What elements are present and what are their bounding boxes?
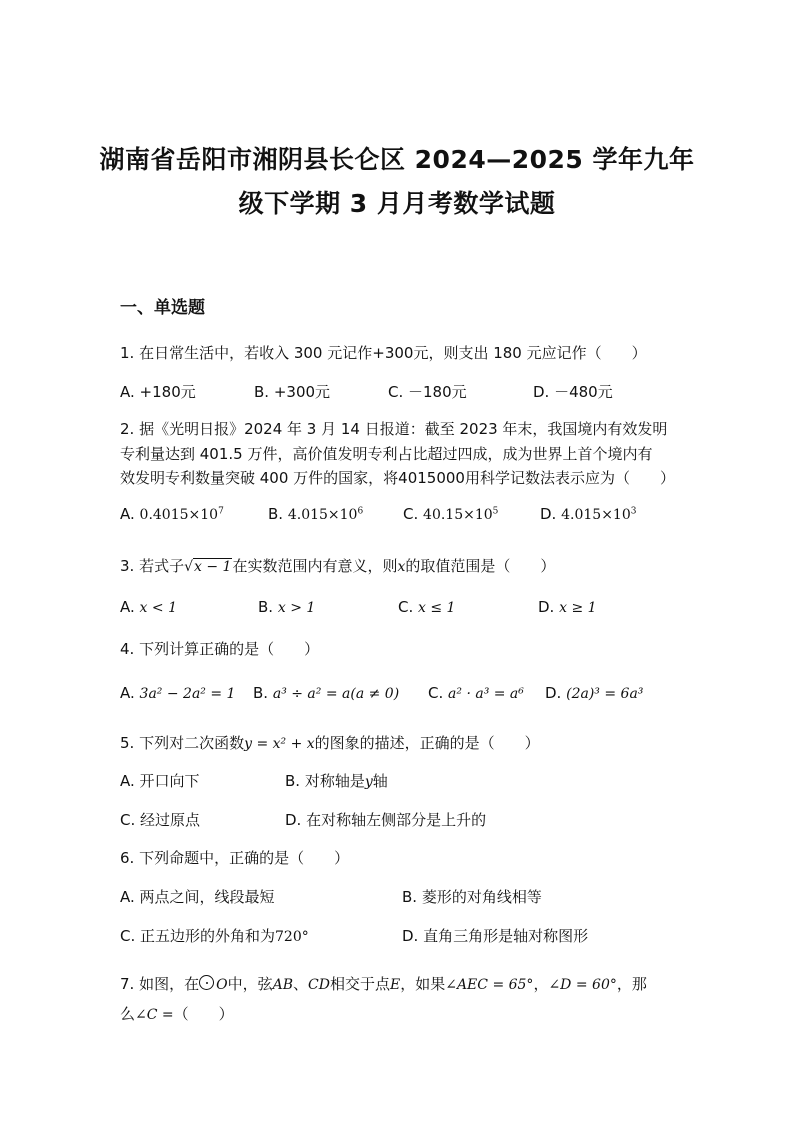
question-7-stem-line-1: 7. 如图，在 O中，弦AB、CD相交于点E，如果∠AEC = 65°，∠D = 60°，那 — [120, 975, 647, 993]
option-value: $0.4015\times 10^7$ — [139, 506, 224, 523]
question-7-stem-line-2: 么∠C =（ ） — [120, 1005, 234, 1023]
question-4-option-a: A. 3a² − 2a² = 1 — [120, 684, 236, 702]
option-value: $4.015\times 10^6$ — [287, 506, 364, 523]
section-heading-single-choice: 一、单选题 — [120, 298, 205, 318]
question-6-option-b: B. 菱形的对角线相等 — [402, 888, 542, 906]
question-6-option-a: A. 两点之间，线段最短 — [120, 888, 275, 906]
question-2-option-a — [120, 505, 224, 523]
question-2-stem-line-3: 效发明专利数量突破 400 万件的国家，将4015000用科学记数法表示应为（ ） — [120, 469, 675, 487]
question-6-option-c: C. 正五边形的外角和为720° — [120, 927, 309, 945]
question-5-option-d: D. 在对称轴左侧部分是上升的 — [285, 811, 487, 829]
question-5-stem: 5. 下列对二次函数y = x² + x的图象的描述，正确的是（ ） — [120, 734, 540, 752]
question-4-option-b: B. a³ ÷ a² = a(a ≠ 0) — [253, 684, 400, 702]
question-5-option-a: A. 开口向下 — [120, 772, 200, 790]
question-1-option-a: A. +180元 — [120, 383, 196, 401]
option-value: $4.015\times 10^3$ — [561, 506, 637, 523]
option-label: A. — [120, 505, 135, 523]
question-6-option-d: D. 直角三角形是轴对称图形 — [402, 927, 589, 945]
question-2-option-b — [268, 505, 363, 523]
question-3-option-b: B. x > 1 — [258, 598, 316, 616]
question-6-stem: 6. 下列命题中，正确的是（ ） — [120, 849, 350, 867]
question-2-option-c — [403, 505, 498, 523]
question-5-option-c: C. 经过原点 — [120, 811, 201, 829]
question-3-stem: 3. 若式子√x − 1在实数范围内有意义，则x的取值范围是（ ） — [120, 557, 556, 575]
option-label: B. — [268, 505, 284, 523]
question-1-option-d: D. －480元 — [533, 383, 613, 401]
question-4-option-d: D. (2a)³ = 6a³ — [545, 684, 644, 702]
square-root-expression: √x − 1 — [184, 559, 232, 575]
question-3-option-a: A. x < 1 — [120, 598, 177, 616]
option-label: D. — [540, 505, 557, 523]
question-4-stem: 4. 下列计算正确的是（ ） — [120, 640, 320, 658]
option-value: $40.15\times 10^5$ — [423, 506, 499, 523]
question-3-option-d: D. x ≥ 1 — [538, 598, 597, 616]
circle-symbol-icon — [199, 975, 214, 990]
option-label: C. — [403, 505, 419, 523]
question-1-option-c: C. －180元 — [388, 383, 467, 401]
page-title-line-1: 湖南省岳阳市湘阴县长仑区 2024—2025 学年九年 — [99, 145, 695, 174]
question-5-option-b: B. 对称轴是y轴 — [285, 772, 388, 790]
question-3-option-c: C. x ≤ 1 — [398, 598, 456, 616]
page-title-line-2: 级下学期 3 月月考数学试题 — [238, 189, 556, 218]
question-2-stem-line-2: 专利量达到 401.5 万件，高价值发明专利占比超过四成，成为世界上首个境内有 — [120, 445, 653, 463]
question-4-option-c: C. a² · a³ = a⁶ — [428, 684, 524, 702]
question-2-option-d — [540, 505, 636, 523]
question-1-option-b: B. +300元 — [254, 383, 331, 401]
question-1-stem: 1. 在日常生活中，若收入 300 元记作+300元，则支出 180 元应记作（ ） — [120, 344, 647, 362]
question-2-stem-line-1: 2. 据《光明日报》2024 年 3 月 14 日报道：截至 2023 年末，我国境内有效发明 — [120, 420, 668, 438]
